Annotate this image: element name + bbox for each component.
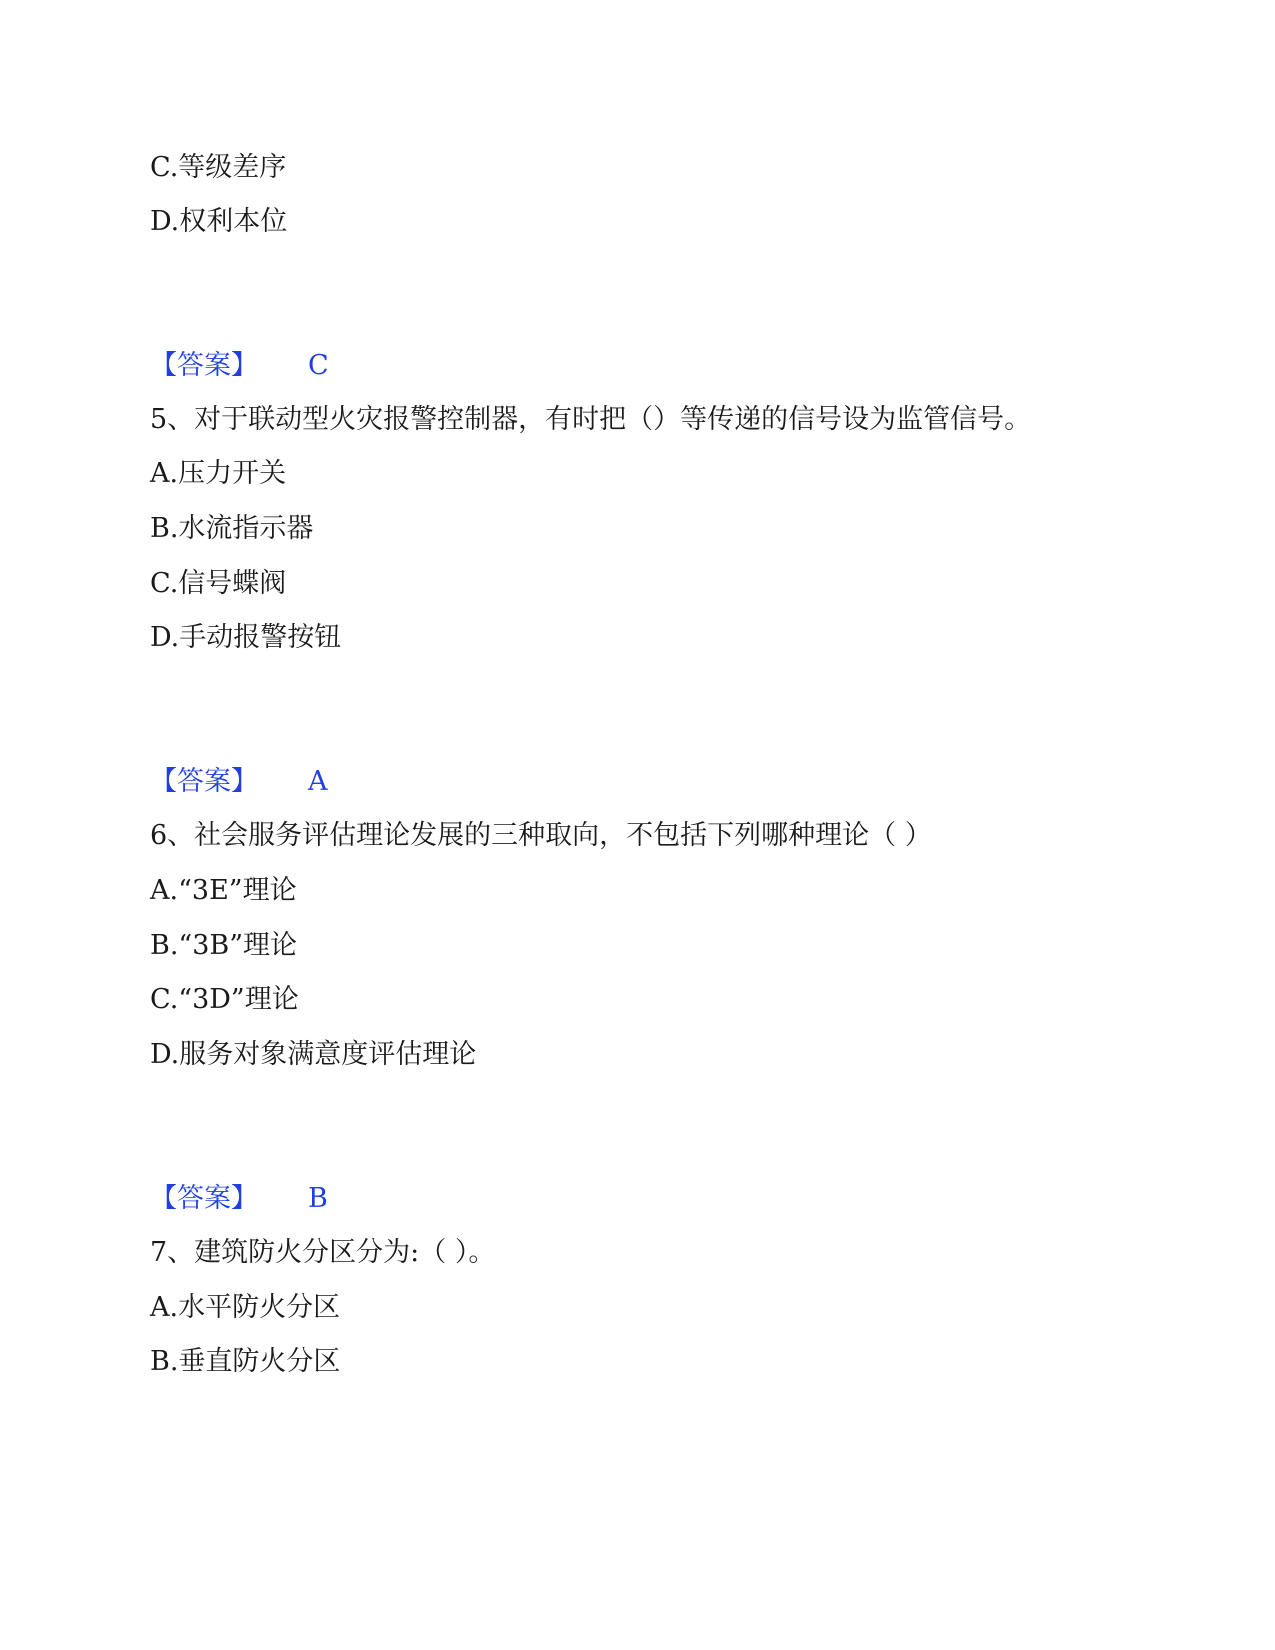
answer-value: A [308, 766, 328, 797]
q5-option-a: A.压力开关 [150, 458, 287, 489]
q4-option-d: D.权利本位 [150, 206, 288, 237]
q6-question: 6、社会服务评估理论发展的三种取向，不包括下列哪种理论（ ） [150, 820, 932, 851]
q4-option-c: C.等级差序 [150, 152, 287, 183]
q5-option-c: C.信号蝶阀 [150, 568, 287, 599]
q5-option-d: D.手动报警按钮 [150, 622, 342, 653]
answer-label: 【答案】 [150, 766, 258, 797]
q7-option-b: B.垂直防火分区 [150, 1346, 341, 1377]
q6-option-b: B.“3B”理论 [150, 930, 298, 961]
q5-option-b: B.水流指示器 [150, 513, 314, 544]
q6-option-a: A.“3E”理论 [150, 875, 297, 906]
answer-value: B [308, 1183, 328, 1214]
q5-answer [150, 764, 328, 800]
q7-question: 7、建筑防火分区分为:（ ）。 [150, 1237, 496, 1268]
q6-option-c: C.“3D”理论 [150, 984, 299, 1015]
q6-option-d: D.服务对象满意度评估理论 [150, 1039, 477, 1070]
answer-label: 【答案】 [150, 1183, 258, 1214]
q6-answer [150, 1181, 328, 1217]
q5-question: 5、对于联动型火灾报警控制器，有时把（）等传递的信号设为监管信号。 [150, 404, 1032, 435]
answer-label: 【答案】 [150, 350, 258, 381]
answer-value: C [308, 350, 329, 381]
q4-answer [150, 348, 329, 384]
q7-option-a: A.水平防火分区 [150, 1292, 341, 1323]
